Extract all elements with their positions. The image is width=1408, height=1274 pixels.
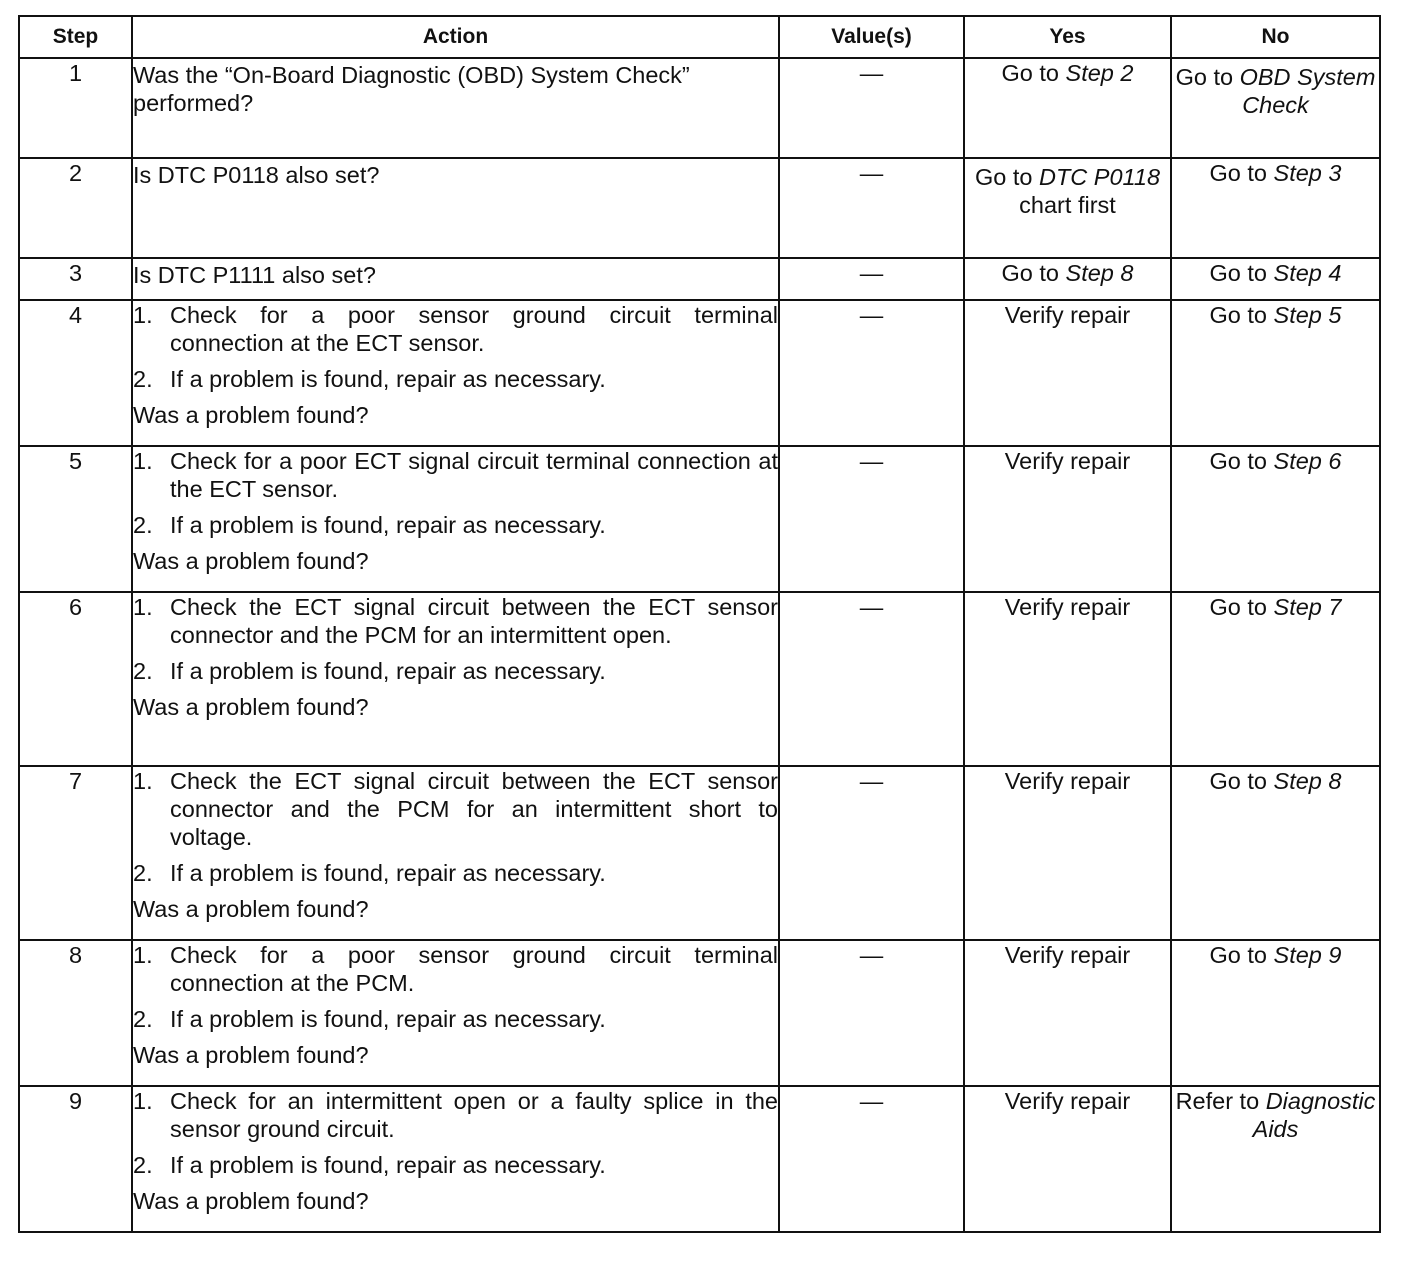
yes-prefix: Go to bbox=[1001, 260, 1066, 286]
action-question: Was a problem found? bbox=[133, 548, 369, 574]
action-cell bbox=[132, 940, 779, 1086]
action-question: Was a problem found? bbox=[133, 402, 369, 428]
yes-cell bbox=[964, 592, 1171, 766]
no-link: Step 7 bbox=[1273, 594, 1342, 620]
yes-cell bbox=[964, 940, 1171, 1086]
action-cell bbox=[132, 58, 779, 158]
action-cell bbox=[132, 158, 779, 258]
yes-prefix: Verify repair bbox=[1004, 302, 1131, 328]
yes-prefix: Go to bbox=[1001, 60, 1066, 86]
header-action: Action bbox=[132, 16, 779, 58]
yes-prefix: Verify repair bbox=[1004, 768, 1131, 794]
action-item: 2. If a problem is found, repair as necessary. bbox=[133, 512, 606, 538]
table-row bbox=[19, 300, 1380, 446]
action-question: Was a problem found? bbox=[133, 896, 369, 922]
yes-cell bbox=[964, 300, 1171, 446]
table-row bbox=[19, 940, 1380, 1086]
value-cell: — bbox=[779, 592, 964, 766]
action-item: 1. Check for a poor sensor ground circuit terminal connection at the ECT sensor. bbox=[133, 302, 778, 356]
table-row bbox=[19, 258, 1380, 300]
step-number: 7 bbox=[19, 766, 132, 940]
step-number: 2 bbox=[19, 158, 132, 258]
no-link: Diagnostic Aids bbox=[1252, 1088, 1376, 1142]
yes-link: Step 2 bbox=[1065, 60, 1134, 86]
action-question: Was the “On-Board Diagnostic (OBD) System Check” performed? bbox=[133, 62, 690, 116]
table-row bbox=[19, 766, 1380, 940]
yes-link: DTC P0118 bbox=[1038, 164, 1161, 190]
no-link: Step 8 bbox=[1273, 768, 1342, 794]
no-link: Step 6 bbox=[1273, 448, 1342, 474]
header-yes: Yes bbox=[964, 16, 1171, 58]
action-cell bbox=[132, 258, 779, 300]
action-item: 2. If a problem is found, repair as necessary. bbox=[133, 860, 606, 886]
action-item: 2. If a problem is found, repair as necessary. bbox=[133, 1152, 606, 1178]
yes-link: Step 8 bbox=[1065, 260, 1134, 286]
value-cell: — bbox=[779, 300, 964, 446]
table-row bbox=[19, 1086, 1380, 1232]
table-row bbox=[19, 158, 1380, 258]
no-prefix: Go to bbox=[1209, 594, 1274, 620]
yes-cell bbox=[964, 158, 1171, 258]
no-cell bbox=[1171, 258, 1380, 300]
no-cell bbox=[1171, 300, 1380, 446]
header-values: Value(s) bbox=[779, 16, 964, 58]
action-item: 2. If a problem is found, repair as necessary. bbox=[133, 658, 606, 684]
action-item: 1. Check for a poor sensor ground circuit terminal connection at the PCM. bbox=[133, 942, 778, 996]
step-number: 8 bbox=[19, 940, 132, 1086]
action-question: Was a problem found? bbox=[133, 694, 369, 720]
action-question: Was a problem found? bbox=[133, 1042, 369, 1068]
value-cell: — bbox=[779, 446, 964, 592]
no-cell bbox=[1171, 58, 1380, 158]
no-prefix: Go to bbox=[1209, 160, 1274, 186]
action-cell bbox=[132, 300, 779, 446]
action-item: 1. Check for a poor ECT signal circuit terminal connection at the ECT sensor. bbox=[133, 448, 778, 502]
no-prefix: Go to bbox=[1209, 302, 1274, 328]
header-step: Step bbox=[19, 16, 132, 58]
no-prefix: Refer to bbox=[1175, 1088, 1266, 1114]
action-question: Is DTC P1111 also set? bbox=[133, 262, 376, 288]
step-number: 9 bbox=[19, 1086, 132, 1232]
step-number: 4 bbox=[19, 300, 132, 446]
value-cell: — bbox=[779, 766, 964, 940]
no-prefix: Go to bbox=[1209, 942, 1274, 968]
yes-prefix: Verify repair bbox=[1004, 942, 1131, 968]
action-item: 2. If a problem is found, repair as necessary. bbox=[133, 1006, 606, 1032]
no-cell bbox=[1171, 158, 1380, 258]
step-number: 3 bbox=[19, 258, 132, 300]
yes-cell bbox=[964, 446, 1171, 592]
value-cell: — bbox=[779, 258, 964, 300]
no-cell bbox=[1171, 592, 1380, 766]
no-link: Step 9 bbox=[1273, 942, 1342, 968]
table-row bbox=[19, 592, 1380, 766]
value-cell: — bbox=[779, 158, 964, 258]
no-prefix: Go to bbox=[1209, 448, 1274, 474]
no-link: OBD System Check bbox=[1239, 64, 1376, 118]
diagnostic-table bbox=[18, 15, 1381, 1233]
yes-prefix: Verify repair bbox=[1004, 1088, 1131, 1114]
table-row bbox=[19, 446, 1380, 592]
action-item: 1. Check for an intermittent open or a faulty splice in the sensor ground circuit. bbox=[133, 1088, 778, 1142]
yes-cell bbox=[964, 258, 1171, 300]
no-prefix: Go to bbox=[1209, 260, 1274, 286]
yes-suffix: chart first bbox=[1019, 192, 1116, 218]
step-number: 6 bbox=[19, 592, 132, 766]
action-question: Was a problem found? bbox=[133, 1188, 369, 1214]
header-row bbox=[19, 16, 1380, 58]
header-no: No bbox=[1171, 16, 1380, 58]
yes-prefix: Verify repair bbox=[1004, 448, 1131, 474]
action-cell bbox=[132, 1086, 779, 1232]
action-cell bbox=[132, 766, 779, 940]
value-cell: — bbox=[779, 1086, 964, 1232]
value-cell: — bbox=[779, 58, 964, 158]
no-prefix: Go to bbox=[1209, 768, 1274, 794]
action-item: 2. If a problem is found, repair as necessary. bbox=[133, 366, 606, 392]
yes-cell bbox=[964, 766, 1171, 940]
step-number: 5 bbox=[19, 446, 132, 592]
no-cell bbox=[1171, 446, 1380, 592]
no-link: Step 4 bbox=[1273, 260, 1342, 286]
no-link: Step 5 bbox=[1273, 302, 1342, 328]
yes-prefix: Go to bbox=[974, 164, 1039, 190]
no-prefix: Go to bbox=[1175, 64, 1240, 90]
no-cell bbox=[1171, 766, 1380, 940]
table-row bbox=[19, 58, 1380, 158]
yes-cell bbox=[964, 1086, 1171, 1232]
value-cell: — bbox=[779, 940, 964, 1086]
action-cell bbox=[132, 592, 779, 766]
yes-prefix: Verify repair bbox=[1004, 594, 1131, 620]
action-cell bbox=[132, 446, 779, 592]
no-cell bbox=[1171, 940, 1380, 1086]
action-question: Is DTC P0118 also set? bbox=[133, 162, 380, 188]
yes-cell bbox=[964, 58, 1171, 158]
action-item: 1. Check the ECT signal circuit between the ECT sensor connector and the PCM for an intermittent short to voltage. bbox=[133, 768, 778, 850]
action-item: 1. Check the ECT signal circuit between the ECT sensor connector and the PCM for an intermittent open. bbox=[133, 594, 778, 648]
no-link: Step 3 bbox=[1273, 160, 1342, 186]
no-cell bbox=[1171, 1086, 1380, 1232]
step-number: 1 bbox=[19, 58, 132, 158]
